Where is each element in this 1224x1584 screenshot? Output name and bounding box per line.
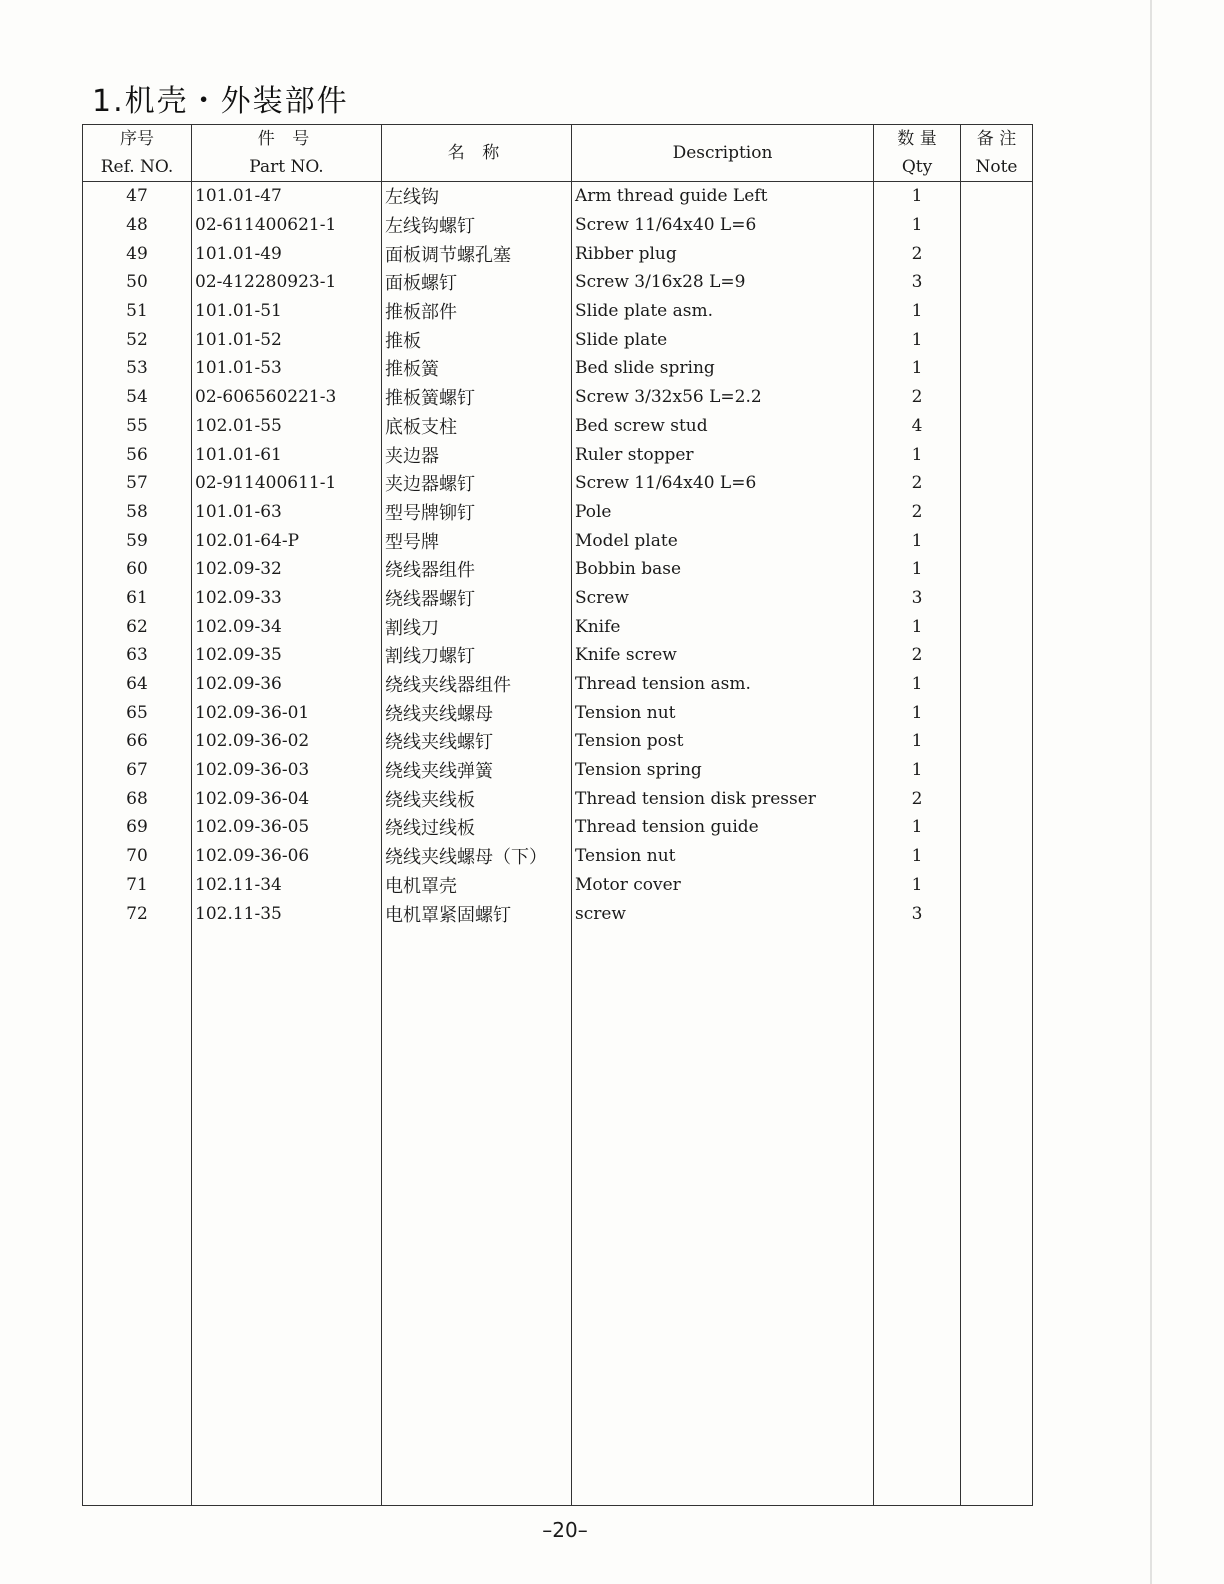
part-no-cell: 102.09-36-03 [192, 756, 382, 785]
qty-cell: 2 [874, 498, 961, 527]
qty-cell: 2 [874, 641, 961, 670]
qty-cell: 1 [874, 440, 961, 469]
filler-cell [382, 928, 572, 1506]
ref-no-cell: 61 [83, 584, 192, 613]
note-cell [961, 383, 1033, 412]
note-cell [961, 239, 1033, 268]
header-name-cn: 名 称 [447, 143, 506, 163]
qty-cell: 2 [874, 239, 961, 268]
name-cn-cell: 绕线夹线弹簧 [382, 756, 572, 785]
qty-cell: 1 [874, 325, 961, 354]
qty-cell: 1 [874, 842, 961, 871]
part-no-cell: 02-412280923-1 [192, 268, 382, 297]
name-cn-cell: 绕线夹线板 [382, 784, 572, 813]
filler-cell [192, 928, 382, 1506]
qty-cell: 1 [874, 182, 961, 211]
description-cell: Model plate [572, 526, 874, 555]
table-row [83, 325, 1033, 354]
ref-no-cell: 69 [83, 813, 192, 842]
header-part-en: Part NO. [249, 157, 324, 177]
header-ref-en: Ref. NO. [100, 157, 174, 177]
table-row [83, 211, 1033, 240]
ref-no-cell: 51 [83, 297, 192, 326]
part-no-cell: 102.09-36-06 [192, 842, 382, 871]
table-row [83, 871, 1033, 900]
part-no-cell: 101.01-51 [192, 297, 382, 326]
note-cell [961, 498, 1033, 527]
description-cell: Thread tension disk presser [572, 784, 874, 813]
table-row [83, 354, 1033, 383]
table-row [83, 813, 1033, 842]
table-row [83, 899, 1033, 928]
description-cell: Slide plate asm. [572, 297, 874, 326]
part-no-cell: 102.09-36 [192, 670, 382, 699]
description-cell: Screw 3/16x28 L=9 [572, 268, 874, 297]
page-title: 1.机壳・外装部件 [92, 84, 349, 119]
table-row [83, 641, 1033, 670]
header-ref-no [83, 125, 192, 182]
table-filler-row [83, 928, 1033, 1506]
description-cell: Screw 3/32x56 L=2.2 [572, 383, 874, 412]
qty-cell: 2 [874, 469, 961, 498]
ref-no-cell: 55 [83, 412, 192, 441]
table-row [83, 612, 1033, 641]
qty-cell: 3 [874, 268, 961, 297]
table-row [83, 670, 1033, 699]
part-no-cell: 101.01-63 [192, 498, 382, 527]
table-row [83, 756, 1033, 785]
name-cn-cell: 推板簧 [382, 354, 572, 383]
qty-cell: 4 [874, 412, 961, 441]
part-no-cell: 02-606560221-3 [192, 383, 382, 412]
table-row [83, 268, 1033, 297]
note-cell [961, 698, 1033, 727]
description-cell: Tension nut [572, 842, 874, 871]
part-no-cell: 102.09-36-01 [192, 698, 382, 727]
note-cell [961, 268, 1033, 297]
description-cell: Knife [572, 612, 874, 641]
part-no-cell: 101.01-52 [192, 325, 382, 354]
part-no-cell: 102.11-35 [192, 899, 382, 928]
name-cn-cell: 夹边器 [382, 440, 572, 469]
header-part-no [192, 125, 382, 182]
note-cell [961, 469, 1033, 498]
note-cell [961, 727, 1033, 756]
table-row [83, 698, 1033, 727]
description-cell: Thread tension asm. [572, 670, 874, 699]
name-cn-cell: 割线刀螺钉 [382, 641, 572, 670]
part-no-cell: 102.09-36-02 [192, 727, 382, 756]
filler-cell [83, 928, 192, 1506]
description-cell: Screw 11/64x40 L=6 [572, 469, 874, 498]
ref-no-cell: 53 [83, 354, 192, 383]
description-cell: Arm thread guide Left [572, 182, 874, 211]
qty-cell: 1 [874, 698, 961, 727]
header-ref-cn: 序号 [120, 129, 154, 149]
note-cell [961, 325, 1033, 354]
ref-no-cell: 67 [83, 756, 192, 785]
header-note-en: Note [975, 157, 1018, 177]
ref-no-cell: 70 [83, 842, 192, 871]
ref-no-cell: 48 [83, 211, 192, 240]
part-no-cell: 102.09-32 [192, 555, 382, 584]
qty-cell: 1 [874, 555, 961, 584]
name-cn-cell: 型号牌 [382, 526, 572, 555]
qty-cell: 3 [874, 584, 961, 613]
table-row [83, 412, 1033, 441]
table-row [83, 555, 1033, 584]
description-cell: Slide plate [572, 325, 874, 354]
table-row [83, 498, 1033, 527]
qty-cell: 1 [874, 813, 961, 842]
header-name [382, 125, 572, 182]
note-cell [961, 784, 1033, 813]
qty-cell: 1 [874, 354, 961, 383]
part-no-cell: 102.11-34 [192, 871, 382, 900]
table-row [83, 239, 1033, 268]
name-cn-cell: 夹边器螺钉 [382, 469, 572, 498]
description-cell: Screw [572, 584, 874, 613]
table-row [83, 784, 1033, 813]
parts-table-body [83, 182, 1033, 1506]
description-cell: Thread tension guide [572, 813, 874, 842]
name-cn-cell: 面板调节螺孔塞 [382, 239, 572, 268]
name-cn-cell: 绕线夹线螺钉 [382, 727, 572, 756]
header-qty [874, 125, 961, 182]
part-no-cell: 102.09-36-04 [192, 784, 382, 813]
qty-cell: 1 [874, 670, 961, 699]
ref-no-cell: 62 [83, 612, 192, 641]
qty-cell: 1 [874, 612, 961, 641]
part-no-cell: 102.01-55 [192, 412, 382, 441]
filler-cell [961, 928, 1033, 1506]
ref-no-cell: 57 [83, 469, 192, 498]
note-cell [961, 641, 1033, 670]
description-cell: Ruler stopper [572, 440, 874, 469]
filler-cell [572, 928, 874, 1506]
table-row [83, 727, 1033, 756]
part-no-cell: 102.09-34 [192, 612, 382, 641]
header-note-cn: 备 注 [976, 129, 1017, 149]
header-note [961, 125, 1033, 182]
header-description: Description [572, 125, 874, 182]
ref-no-cell: 50 [83, 268, 192, 297]
header-qty-en: Qty [901, 157, 933, 177]
table-row [83, 383, 1033, 412]
ref-no-cell: 60 [83, 555, 192, 584]
name-cn-cell: 推板簧螺钉 [382, 383, 572, 412]
note-cell [961, 297, 1033, 326]
description-cell: Bobbin base [572, 555, 874, 584]
part-no-cell: 102.09-36-05 [192, 813, 382, 842]
name-cn-cell: 绕线过线板 [382, 813, 572, 842]
qty-cell: 1 [874, 211, 961, 240]
note-cell [961, 670, 1033, 699]
note-cell [961, 842, 1033, 871]
ref-no-cell: 54 [83, 383, 192, 412]
description-cell: Knife screw [572, 641, 874, 670]
page-number: –20– [542, 1518, 588, 1542]
part-no-cell: 101.01-47 [192, 182, 382, 211]
ref-no-cell: 59 [83, 526, 192, 555]
description-cell: Bed screw stud [572, 412, 874, 441]
description-cell: Screw 11/64x40 L=6 [572, 211, 874, 240]
name-cn-cell: 推板 [382, 325, 572, 354]
table-header-row [83, 125, 1033, 182]
part-no-cell: 101.01-49 [192, 239, 382, 268]
note-cell [961, 871, 1033, 900]
ref-no-cell: 68 [83, 784, 192, 813]
name-cn-cell: 割线刀 [382, 612, 572, 641]
note-cell [961, 899, 1033, 928]
table-row [83, 440, 1033, 469]
name-cn-cell: 电机罩壳 [382, 871, 572, 900]
part-no-cell: 02-611400621-1 [192, 211, 382, 240]
ref-no-cell: 49 [83, 239, 192, 268]
qty-cell: 2 [874, 383, 961, 412]
name-cn-cell: 绕线器组件 [382, 555, 572, 584]
qty-cell: 1 [874, 526, 961, 555]
qty-cell: 1 [874, 297, 961, 326]
table-row [83, 842, 1033, 871]
description-cell: Tension nut [572, 698, 874, 727]
filler-cell [874, 928, 961, 1506]
qty-cell: 1 [874, 756, 961, 785]
note-cell [961, 756, 1033, 785]
name-cn-cell: 绕线器螺钉 [382, 584, 572, 613]
table-row [83, 182, 1033, 211]
parts-table [82, 124, 1033, 1506]
ref-no-cell: 66 [83, 727, 192, 756]
table-row [83, 584, 1033, 613]
qty-cell: 2 [874, 784, 961, 813]
name-cn-cell: 底板支柱 [382, 412, 572, 441]
name-cn-cell: 绕线夹线螺母（下） [382, 842, 572, 871]
description-cell: screw [572, 899, 874, 928]
name-cn-cell: 电机罩紧固螺钉 [382, 899, 572, 928]
qty-cell: 3 [874, 899, 961, 928]
table-row [83, 526, 1033, 555]
description-cell: Pole [572, 498, 874, 527]
description-cell: Tension spring [572, 756, 874, 785]
ref-no-cell: 47 [83, 182, 192, 211]
qty-cell: 1 [874, 871, 961, 900]
ref-no-cell: 64 [83, 670, 192, 699]
description-cell: Ribber plug [572, 239, 874, 268]
note-cell [961, 182, 1033, 211]
part-no-cell: 101.01-53 [192, 354, 382, 383]
note-cell [961, 612, 1033, 641]
ref-no-cell: 58 [83, 498, 192, 527]
name-cn-cell: 推板部件 [382, 297, 572, 326]
ref-no-cell: 65 [83, 698, 192, 727]
part-no-cell: 102.09-35 [192, 641, 382, 670]
name-cn-cell: 型号牌铆钉 [382, 498, 572, 527]
part-no-cell: 101.01-61 [192, 440, 382, 469]
part-no-cell: 102.09-33 [192, 584, 382, 613]
qty-cell: 1 [874, 727, 961, 756]
name-cn-cell: 绕线夹线器组件 [382, 670, 572, 699]
name-cn-cell: 左线钩 [382, 182, 572, 211]
note-cell [961, 211, 1033, 240]
ref-no-cell: 52 [83, 325, 192, 354]
description-cell: Motor cover [572, 871, 874, 900]
note-cell [961, 354, 1033, 383]
note-cell [961, 813, 1033, 842]
description-cell: Tension post [572, 727, 874, 756]
part-no-cell: 02-911400611-1 [192, 469, 382, 498]
name-cn-cell: 绕线夹线螺母 [382, 698, 572, 727]
ref-no-cell: 56 [83, 440, 192, 469]
table-row [83, 297, 1033, 326]
ref-no-cell: 72 [83, 899, 192, 928]
description-cell: Bed slide spring [572, 354, 874, 383]
note-cell [961, 526, 1033, 555]
header-qty-cn: 数 量 [897, 129, 937, 149]
part-no-cell: 102.01-64-P [192, 526, 382, 555]
name-cn-cell: 左线钩螺钉 [382, 211, 572, 240]
table-row [83, 469, 1033, 498]
page-edge-shadow [1150, 0, 1152, 1584]
ref-no-cell: 71 [83, 871, 192, 900]
ref-no-cell: 63 [83, 641, 192, 670]
note-cell [961, 584, 1033, 613]
note-cell [961, 440, 1033, 469]
note-cell [961, 412, 1033, 441]
header-part-cn: 件 号 [257, 129, 316, 149]
name-cn-cell: 面板螺钉 [382, 268, 572, 297]
note-cell [961, 555, 1033, 584]
